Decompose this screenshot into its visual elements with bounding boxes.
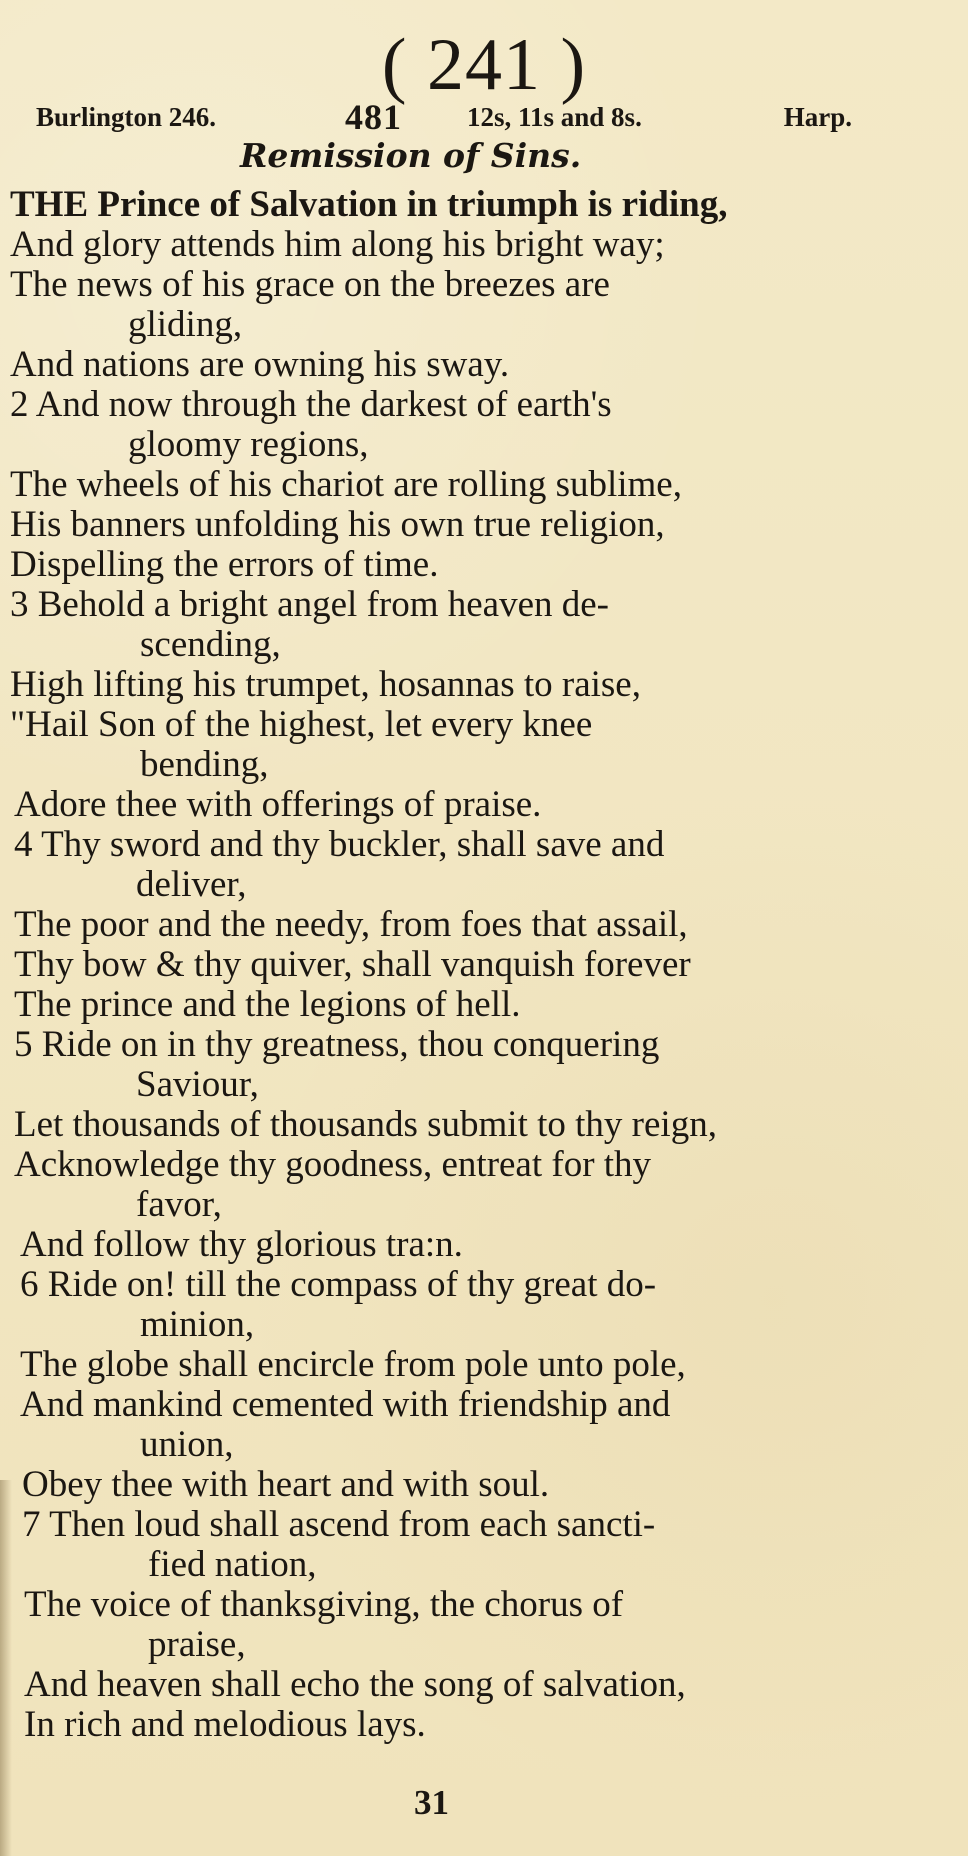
hymn-line: minion, — [140, 1304, 255, 1345]
hymn-line: deliver, — [136, 864, 247, 905]
signature-mark: 31 — [414, 1783, 449, 1822]
hymn-line: The news of his grace on the breezes are — [10, 264, 610, 305]
hymn-line: 2 And now through the darkest of earth's — [10, 384, 612, 425]
hymn-line: Adore thee with offerings of praise. — [14, 784, 542, 825]
hymn-line: His banners unfolding his own true religion, — [10, 504, 665, 545]
hymn-line: And nations are owning his sway. — [10, 344, 510, 385]
hymn-meter: 12s, 11s and 8s. — [467, 102, 642, 132]
hymn-number: 481 — [345, 97, 402, 137]
hymn-line: Acknowledge thy goodness, entreat for thy — [14, 1144, 652, 1185]
hymn-line: fied nation, — [148, 1544, 317, 1585]
hymn-line: The poor and the needy, from foes that assail, — [14, 904, 688, 945]
hymn-line: gliding, — [128, 304, 243, 345]
hymn-line: Dispelling the errors of time. — [10, 544, 439, 585]
hymn-line: 7 Then loud shall ascend from each sancti- — [22, 1504, 656, 1545]
hymn-line: "Hail Son of the highest, let every knee — [10, 704, 593, 745]
hymn-line: bending, — [140, 744, 269, 785]
hymn-line: Saviour, — [136, 1064, 259, 1105]
tune-name-left: Burlington 246. — [36, 102, 217, 132]
tune-name-right: Harp. — [783, 102, 852, 132]
page-edge-shadow — [0, 1480, 12, 1856]
hymn-line: 4 Thy sword and thy buckler, shall save and — [14, 824, 665, 865]
hymn-line: THE Prince of Salvation in triumph is riding, — [10, 184, 728, 225]
hymn-line: And follow thy glorious tra:n. — [20, 1224, 463, 1265]
hymn-line: The globe shall encircle from pole unto pole, — [20, 1344, 686, 1385]
hymn-line: High lifting his trumpet, hosannas to raise, — [10, 664, 641, 705]
hymn-line: 3 Behold a bright angel from heaven de- — [10, 584, 609, 625]
hymn-line: Thy bow & thy quiver, shall vanquish forever — [14, 944, 691, 985]
hymn-line: praise, — [148, 1624, 246, 1665]
hymn-title: Remission of Sins. — [240, 136, 582, 175]
hymn-line: The voice of thanksgiving, the chorus of — [24, 1584, 624, 1625]
hymn-line: The wheels of his chariot are rolling sublime, — [10, 464, 682, 505]
hymn-line: And mankind cemented with friendship and — [20, 1384, 671, 1425]
hymn-line: And heaven shall echo the song of salvation, — [24, 1664, 686, 1705]
hymn-line: The prince and the legions of hell. — [14, 984, 521, 1025]
hymn-line: In rich and melodious lays. — [24, 1704, 426, 1745]
hymn-line: scending, — [140, 624, 281, 665]
hymn-line: 6 Ride on! till the compass of thy great do- — [20, 1264, 657, 1305]
hymn-line: 5 Ride on in thy greatness, thou conquering — [14, 1024, 660, 1065]
hymn-line: Let thousands of thousands submit to thy reign, — [14, 1104, 717, 1145]
hymn-line: favor, — [136, 1184, 222, 1225]
hymn-line: union, — [140, 1424, 234, 1465]
page-number: ( 241 ) — [381, 24, 587, 106]
hymn-line: And glory attends him along his bright way; — [10, 224, 665, 265]
hymn-line: gloomy regions, — [128, 424, 369, 465]
hymn-line: Obey thee with heart and with soul. — [22, 1464, 550, 1505]
